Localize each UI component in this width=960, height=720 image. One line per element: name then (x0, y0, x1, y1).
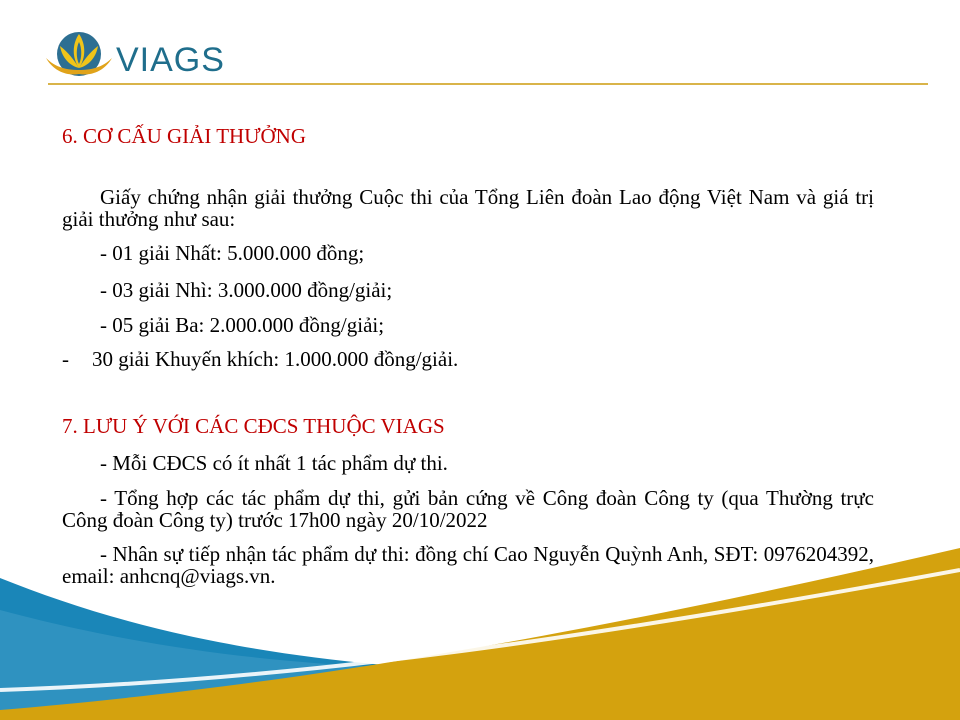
header-divider (48, 83, 928, 85)
section-7-heading: 7. LƯU Ý VỚI CÁC CĐCS THUỘC VIAGS (62, 414, 445, 438)
section-6-heading: 6. CƠ CẤU GIẢI THƯỞNG (62, 124, 306, 148)
footer-wave-decoration (0, 540, 960, 720)
note-item: - Nhân sự tiếp nhận tác phẩm dự thi: đồng chí Cao Nguyễn Quỳnh Anh, SĐT: 0976204392, email: anhcnq@viags.vn. (62, 542, 874, 588)
section-6-intro: Giấy chứng nhận giải thưởng Cuộc thi của Tổng Liên đoàn Lao động Việt Nam và giá trị giải thưởng như sau: (62, 185, 874, 231)
note-item: - Mỗi CĐCS có ít nhất 1 tác phẩm dự thi. (100, 451, 448, 475)
slide-header (0, 0, 960, 90)
prize-item: 30 giải Khuyến khích: 1.000.000 đồng/giải. (92, 347, 459, 371)
brand-name: VIAGS (116, 41, 225, 79)
note-item: - Tổng hợp các tác phẩm dự thi, gửi bản cứng về Công đoàn Công ty (qua Thường trực Công đoàn Công ty) trước 17h00 ngày 20/10/2022 (62, 486, 874, 532)
lotus-logo-icon (44, 28, 114, 82)
prize-item: - 01 giải Nhất: 5.000.000 đồng; (100, 241, 365, 265)
prize-item: - 05 giải Ba: 2.000.000 đồng/giải; (100, 313, 385, 337)
prize-item-dash: - (62, 347, 69, 371)
prize-item: - 03 giải Nhì: 3.000.000 đồng/giải; (100, 278, 393, 302)
